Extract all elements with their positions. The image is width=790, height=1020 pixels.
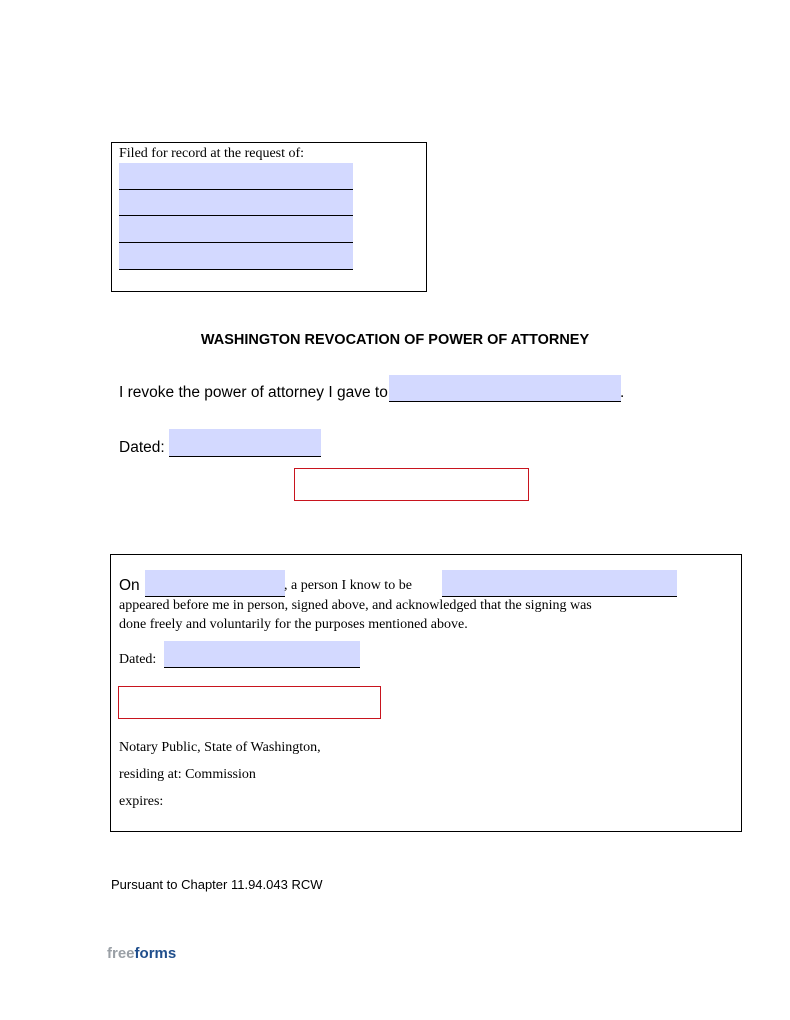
notary-date-field[interactable]: [145, 570, 285, 597]
notary-statement-line-1: appeared before me in person, signed above, and acknowledged that the signing was: [119, 598, 592, 613]
revocation-text: I revoke the power of attorney I gave to: [119, 384, 388, 401]
notary-title-line-3: expires:: [119, 794, 164, 809]
filing-line-2-field[interactable]: [119, 190, 353, 216]
document-title: [0, 332, 790, 348]
filing-label: Filed for record at the request of:: [119, 146, 305, 161]
revocation-period: .: [620, 384, 625, 401]
notary-on-label: On: [119, 577, 140, 594]
logo-free-text: free: [107, 945, 135, 962]
notary-title-line-1: Notary Public, State of Washington,: [119, 740, 321, 755]
filing-line-4-field[interactable]: [119, 243, 353, 270]
notary-person-text: , a person I know to be: [284, 578, 412, 593]
pursuant-text: Pursuant to Chapter 11.94.043 RCW: [111, 877, 323, 892]
filing-line-1-field[interactable]: [119, 163, 353, 190]
dated-label: Dated:: [119, 439, 165, 456]
notary-person-field[interactable]: [442, 570, 677, 597]
filing-line-3-field[interactable]: [119, 216, 353, 243]
logo-forms-text: forms: [134, 945, 177, 962]
document-title-text: WASHINGTON REVOCATION OF POWER OF ATTORNEY: [200, 332, 590, 348]
notary-signature-field[interactable]: [118, 686, 381, 719]
notary-title-line-2: residing at: Commission: [119, 767, 256, 782]
notary-dated-field[interactable]: [164, 641, 360, 668]
principal-signature-field[interactable]: [294, 468, 529, 501]
dated-field[interactable]: [169, 429, 321, 457]
freeforms-logo: [107, 945, 176, 962]
notary-dated-label: Dated:: [119, 652, 157, 667]
notary-statement-line-2: done freely and voluntarily for the purposes mentioned above.: [119, 617, 468, 632]
agent-name-field[interactable]: [389, 375, 621, 402]
